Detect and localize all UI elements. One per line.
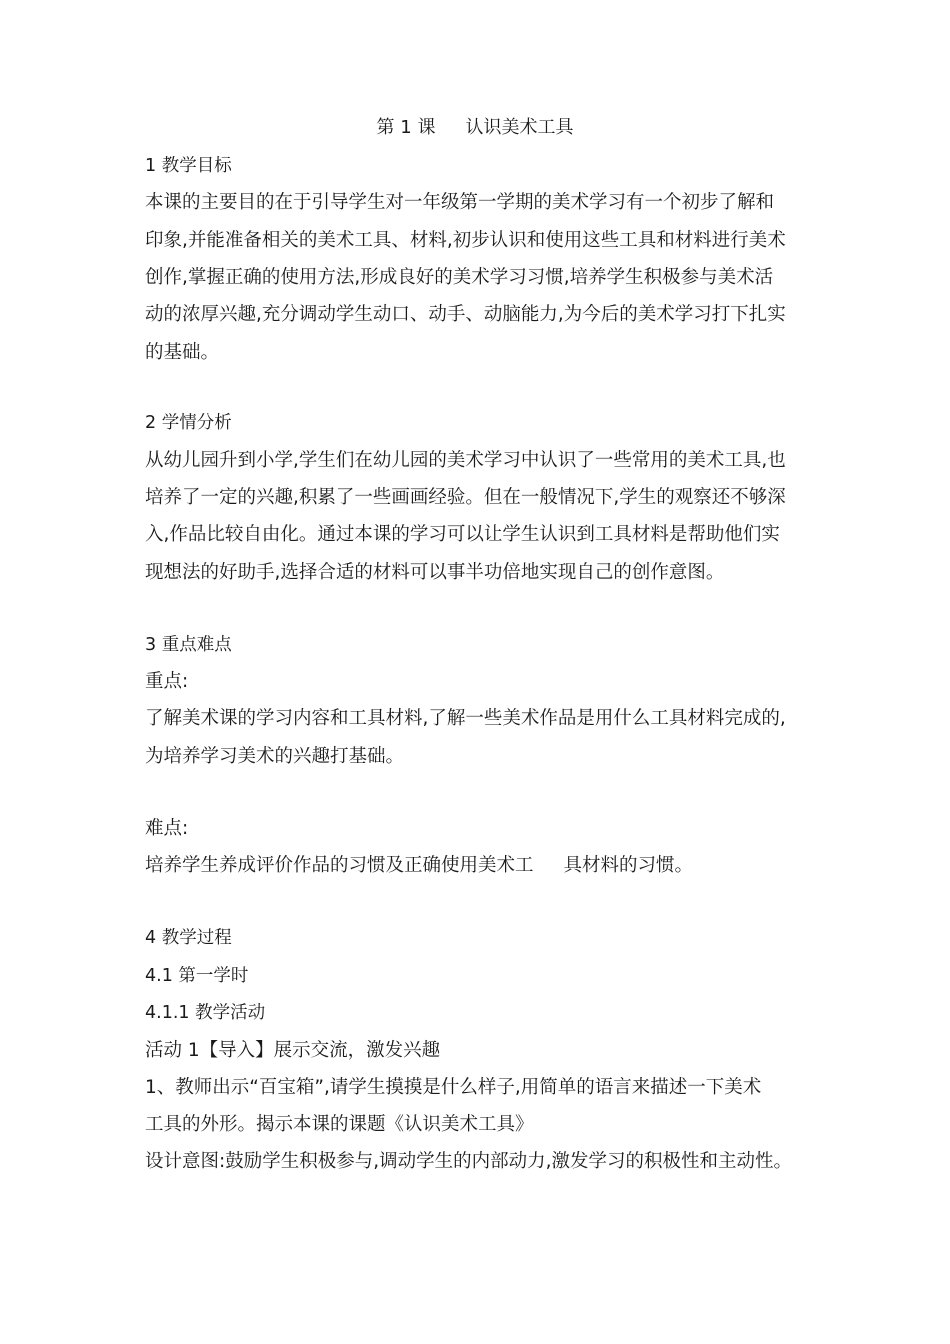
lesson-name: 认识美术工具: [465, 117, 574, 138]
section-heading-key-points: 3 重点难点: [145, 635, 232, 655]
paragraph-line: 了解美术课的学习内容和工具材料,了解一些美术作品是用什么工具材料完成的,: [145, 708, 786, 729]
lesson-number: 第 1 课: [376, 117, 436, 138]
paragraph-line: 1、教师出示“百宝箱”,请学生摸摸是什么样子,用简单的语言来描述一下美术: [145, 1077, 762, 1098]
paragraph-line: 从幼儿园升到小学,学生们在幼儿园的美术学习中认识了一些常用的美术工具,也: [145, 450, 786, 471]
paragraph-line: 现想法的好助手,选择合适的材料可以事半功倍地实现自己的创作意图。: [145, 562, 725, 583]
paragraph-line: 印象,并能准备相关的美术工具、材料,初步认识和使用这些工具和材料进行美术: [145, 230, 786, 251]
paragraph-line: 入,作品比较自由化。通过本课的学习可以让学生认识到工具材料是帮助他们实: [145, 524, 780, 545]
paragraph-line: 设计意图:鼓励学生积极参与,调动学生的内部动力,激发学习的积极性和主动性。: [145, 1151, 792, 1172]
difficulty-label: 难点:: [145, 818, 189, 839]
subsection-heading: 4.1 第一学时: [145, 966, 249, 986]
lesson-title: [0, 116, 950, 140]
subsection-heading: 4.1.1 教学活动: [145, 1003, 266, 1023]
section-heading-objectives: 1 教学目标: [145, 156, 232, 176]
paragraph-line: 本课的主要目的在于引导学生对一年级第一学期的美术学习有一个初步了解和: [145, 192, 775, 213]
key-point-label: 重点:: [145, 671, 189, 692]
difficulty-line: [145, 854, 693, 878]
difficulty-text-part2: 具材料的习惯。: [563, 855, 694, 876]
paragraph-line: 培养了一定的兴趣,积累了一些画画经验。但在一般情况下,学生的观察还不够深: [145, 487, 786, 508]
difficulty-text-part1: 培养学生养成评价作品的习惯及正确使用美术工: [145, 855, 534, 876]
paragraph-line: 为培养学习美术的兴趣打基础。: [145, 746, 405, 767]
section-heading-analysis: 2 学情分析: [145, 413, 232, 433]
paragraph-line: 动的浓厚兴趣,充分调动学生动口、动手、动脑能力,为今后的美术学习打下扎实: [145, 304, 786, 325]
paragraph-line: 的基础。: [145, 342, 220, 363]
paragraph-line: 工具的外形。揭示本课的课题《认识美术工具》: [145, 1114, 534, 1135]
activity-title: 活动 1【导入】展示交流，激发兴趣: [145, 1040, 441, 1061]
paragraph-line: 创作,掌握正确的使用方法,形成良好的美术学习习惯,培养学生积极参与美术活: [145, 267, 774, 288]
section-heading-process: 4 教学过程: [145, 928, 232, 948]
